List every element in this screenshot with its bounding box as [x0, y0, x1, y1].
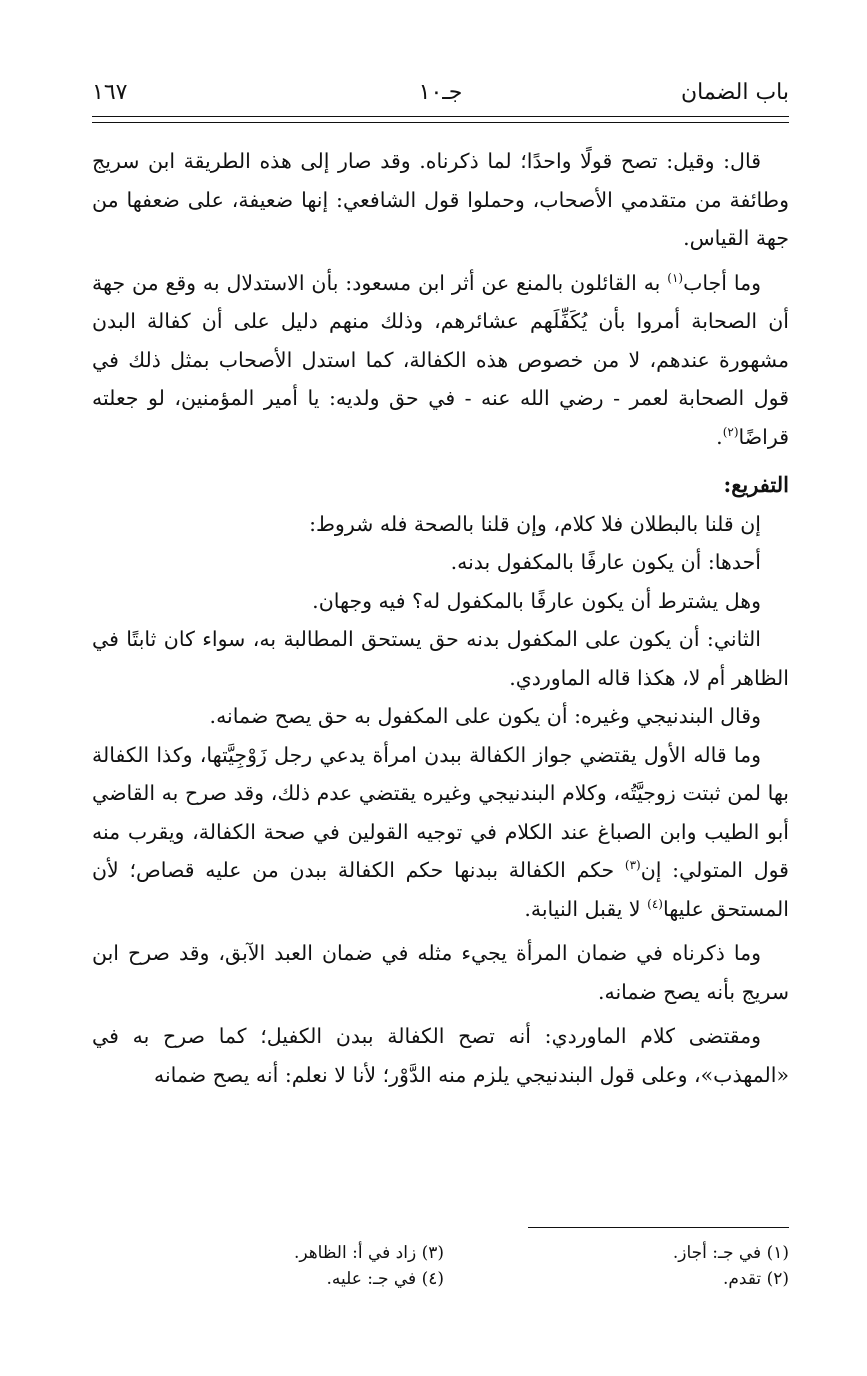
text-run: حكم الكفالة ببدنها حكم الكفالة ببدن من عليه قصاص؛ لأن المستحق عليها	[92, 858, 789, 921]
paragraph: قال: وقيل: تصح قولًا واحدًا؛ لما ذكرناه. وقد صار إلى هذه الطريقة ابن سريج وطائفة من متقدمي الأصحاب، وحملوا قول الشافعي: إنها ضعيفة، على ضعفها من جهة القياس.	[92, 149, 789, 250]
text-run: وما قاله الأول يقتضي جواز الكفالة ببدن امرأة يدعي رجل زَوْجِيَّتها، وكذا الكفالة بها لمن ثبتت زوجيَّتُه، وكلام البندنيجي وغيره يقتضي عدم ذلك، وقد صرح به القاضي أبو الطيب وابن الصباغ عند الكلام في توجيه القولين في صحة الكفالة، ويقرب منه قول المتولي: إن	[92, 742, 789, 882]
text-run: به القائلون بالمنع عن أثر ابن مسعود: بأن الاستدلال به وقع من جهة أن الصحابة أمروا بأن يُكَفِّلَهم عشائرهم، وذلك منهم دليل على أن كفالة البدن مشهورة عندهم، لا من خصوص هذه الكفالة، كما استدل الأصحاب بمثل ذلك في قول الصحابة لعمر - رضي الله عنه - في حق ولديه: يا أمير المؤمنين، لو جعلته قراضًا	[92, 270, 789, 449]
footnote: (٣) زاد في أ: الظاهر.	[293, 1243, 444, 1263]
footnote: (٤) في جـ: عليه.	[326, 1269, 444, 1289]
footnote-ref: (٣)	[624, 858, 641, 873]
paragraph: وما ذكرناه في ضمان المرأة يجيء مثله في ضمان العبد الآبق، وقد صرح ابن سريج بأنه يصح ضمانه.	[92, 941, 789, 1004]
header-rule-bottom	[92, 122, 789, 123]
text-run: وما أجاب	[683, 270, 761, 295]
paragraph: وقال البندنيجي وغيره: أن يكون على المكفول به حق يصح ضمانه.	[209, 704, 761, 728]
paragraph	[92, 264, 789, 457]
chapter-title: باب الضمان	[680, 80, 789, 105]
footnote-ref: (٤)	[647, 896, 663, 911]
footnote: (٢) تقدم.	[722, 1269, 789, 1289]
volume-label: جـ١٠	[418, 80, 463, 105]
header-rule-top	[92, 116, 789, 117]
text-run: لا يقبل النيابة.	[524, 896, 648, 921]
paragraph: ومقتضى كلام الماوردي: أنه تصح الكفالة ببدن الكفيل؛ كما صرح به في «المهذب»، وعلى قول البندنيجي يلزم منه الدَّوْر؛ لأنا لا نعلم: أنه يصح ضمانه	[92, 1024, 789, 1087]
footnote-ref: (١)	[667, 270, 684, 285]
paragraph: أحدها: أن يكون عارفًا بالمكفول بدنه.	[450, 550, 761, 574]
section-heading: التفريع:	[723, 472, 789, 497]
paragraph: إن قلنا بالبطلان فلا كلام، وإن قلنا بالصحة فله شروط:	[309, 511, 761, 536]
footnote-separator	[528, 1227, 789, 1228]
paragraph: وهل يشترط أن يكون عارفًا بالمكفول له؟ فيه وجهان.	[312, 588, 761, 613]
page-number: ١٦٧	[92, 80, 128, 105]
paragraph	[92, 736, 789, 929]
running-header	[92, 78, 789, 112]
text-run: .	[716, 424, 723, 449]
main-text	[92, 142, 789, 1094]
footnotes	[92, 1240, 789, 1310]
footnote-ref: (٢)	[722, 424, 739, 439]
footnote: (١) في جـ: أجاز.	[672, 1243, 789, 1263]
paragraph: الثاني: أن يكون على المكفول بدنه حق يستحق المطالبة به، سواء كان ثابتًا في الظاهر أم لا، هكذا قاله الماوردي.	[92, 627, 789, 690]
